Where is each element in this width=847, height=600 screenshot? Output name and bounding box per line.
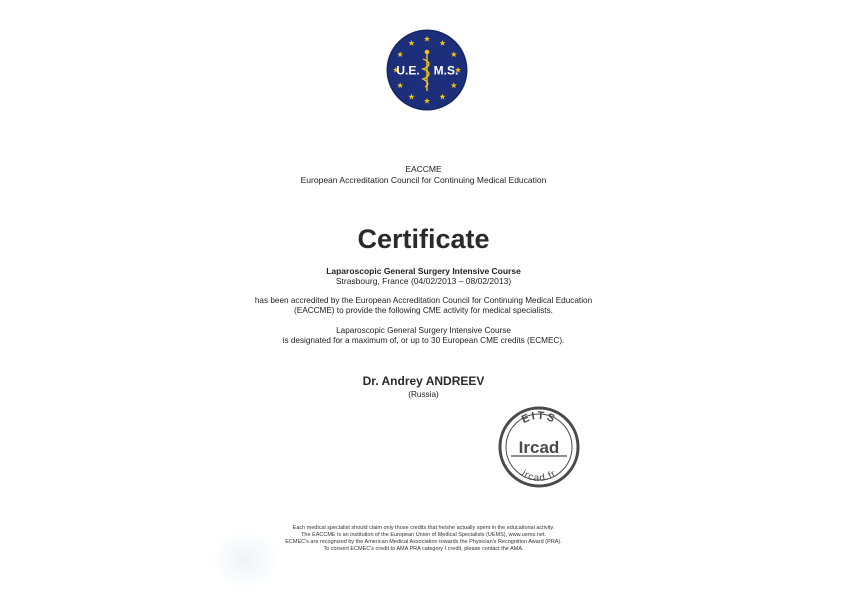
footer-line: Each medical specialist should claim only those credits that he/she actually spent in the educational activity. bbox=[292, 525, 555, 531]
uems-logo-emblem bbox=[386, 29, 468, 111]
credits-line-2: is designated for a maximum of, or up to 30 European CME credits (ECMEC). bbox=[282, 336, 565, 345]
uems-logo bbox=[386, 29, 468, 111]
logo-left-text: U.E. bbox=[396, 63, 420, 78]
svg-text:ircad.fr bbox=[519, 468, 558, 484]
accreditation-line-2: (EACCME) to provide the following CME activity for medical specialists. bbox=[294, 306, 553, 315]
footer-line: The EACCME is an institution of the European Union of Medical Specialists (UEMS), www.uems.net. bbox=[301, 532, 546, 538]
svg-text:EITS bbox=[520, 410, 558, 426]
ircad-stamp bbox=[497, 405, 581, 489]
council-abbreviation: EACCME bbox=[405, 164, 442, 174]
stamp-bottom-text: ircad.fr bbox=[519, 468, 559, 485]
logo-right-text: M.S. bbox=[433, 63, 459, 78]
ircad-stamp-seal bbox=[497, 405, 581, 489]
course-location-dates: Strasbourg, France (04/02/2013 – 08/02/2013) bbox=[335, 276, 512, 286]
credits-line-1: Laparoscopic General Surgery Intensive Course bbox=[336, 326, 511, 335]
accreditation-line-1: has been accredited by the European Accreditation Council for Continuing Medical Education bbox=[254, 296, 593, 305]
recipient-name: Dr. Andrey ANDREEV bbox=[362, 374, 485, 388]
recipient-country: (Russia) bbox=[408, 390, 439, 399]
certificate-title: Certificate bbox=[357, 224, 490, 254]
footer-notes bbox=[0, 525, 847, 553]
stamp-top-text: EITS bbox=[519, 409, 559, 426]
footer-line: To convert ECMEC's credit to AMA PRA category I credit, please contact the AMA. bbox=[323, 546, 524, 552]
council-full-name: European Accreditation Council for Continuing Medical Education bbox=[300, 175, 547, 185]
footer-line: ECMEC's are recognized by the American Medical Association towards the Physician's Recognition Award (PRA). bbox=[285, 539, 562, 545]
course-name: Laparoscopic General Surgery Intensive Course bbox=[326, 266, 521, 276]
stamp-center-text: Ircad bbox=[518, 438, 560, 457]
